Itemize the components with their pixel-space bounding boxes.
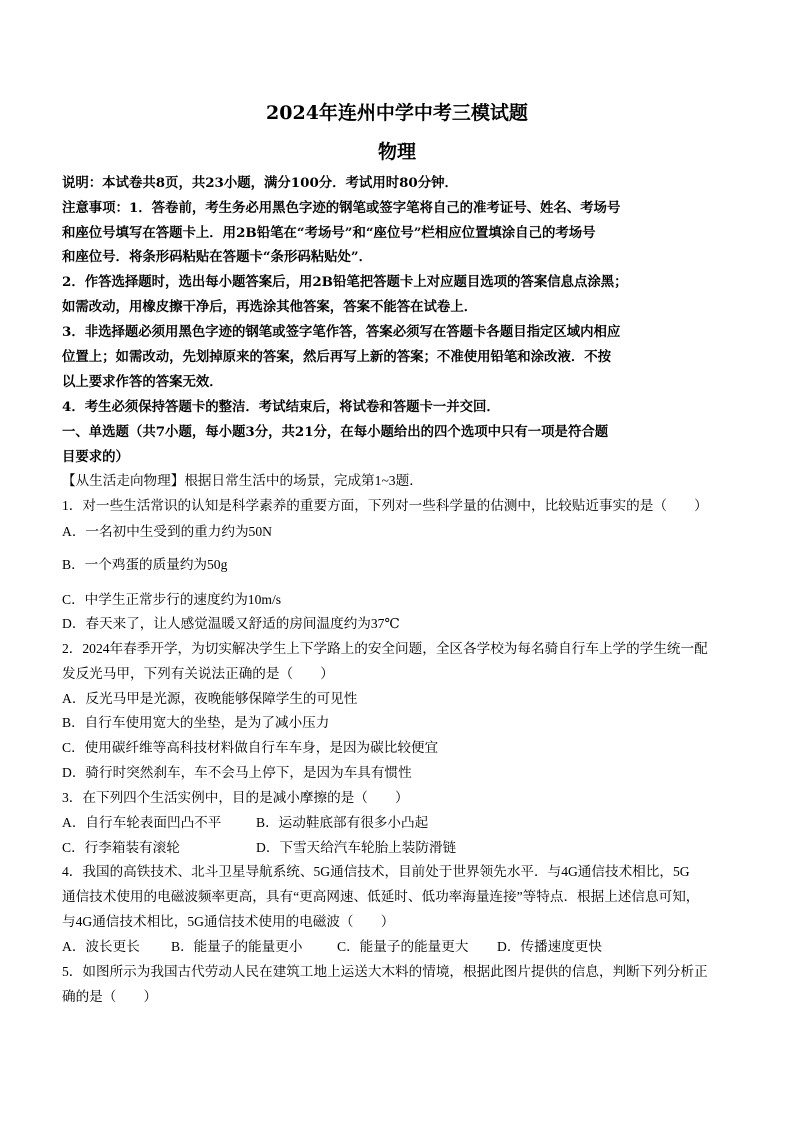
question-3-option-c: C．行李箱装有滚轮 <box>62 840 180 855</box>
question-1-stem: 1．对一些生活常识的认知是科学素养的重要方面，下列对一些科学量的估测中，比较贴近事实的是（ ） <box>62 498 708 513</box>
question-2-option-b: B．自行车使用宽大的坐垫，是为了减小压力 <box>62 715 330 730</box>
question-3-option-d: D．下雪天给汽车轮胎上装防滑链 <box>256 840 457 855</box>
instruction-line: 3．非选择题必须用黑色字迹的钢笔或签字笔作答，答案必须写在答题卡各题目指定区域内相应 <box>62 324 621 340</box>
question-3-stem: 3．在下列四个生活实例中，目的是减小摩擦的是（ ） <box>62 790 409 805</box>
question-2-option-d: D．骑行时突然刹车，车不会马上停下，是因为车具有惯性 <box>62 765 412 780</box>
instruction-line: 以上要求作答的答案无效． <box>62 374 223 390</box>
question-2-option-a: A．反光马甲是光源，夜晚能够保障学生的可见性 <box>62 691 358 706</box>
question-1-option-b: B．一个鸡蛋的质量约为50g <box>62 557 228 572</box>
instruction-line: 2．作答选择题时，选出每小题答案后，用2B铅笔把答题卡上对应题目选项的答案信息点涂黑； <box>62 274 628 290</box>
section-heading: 一、单选题（共7小题，每小题3分，共21分，在每小题给出的四个选项中只有一项是符合题 <box>62 424 609 440</box>
question-4-stem: 与4G通信技术相比，5G通信技术使用的电磁波（ ） <box>62 914 395 929</box>
instruction-line: 注意事项：1．答卷前，考生务必用黑色字迹的钢笔或签字笔将自己的准考证号、姓名、考场号 <box>62 200 621 216</box>
section-heading: 目要求的） <box>62 449 129 465</box>
question-4-stem: 通信技术使用的电磁波频率更高，具有“更高网速、低延时、低功率海量连接”等特点．根据上述信息可知， <box>62 889 700 904</box>
exam-subject: 物理 <box>377 141 416 163</box>
section-intro: 【从生活走向物理】根据日常生活中的场景，完成第1~3题． <box>62 473 423 488</box>
question-4-option-c: C．能量子的能量更大 <box>337 939 469 954</box>
instruction-line: 说明：本试卷共8页，共23小题，满分100分．考试用时80分钟． <box>62 175 458 191</box>
question-3-option-b: B．运动鞋底部有很多小凸起 <box>256 815 429 830</box>
question-5-stem: 5．如图所示为我国古代劳动人民在建筑工地上运送大木料的情境，根据此图片提供的信息，判断下列分析正 <box>62 964 708 979</box>
question-4-option-b: B．能量子的能量更小 <box>171 939 303 954</box>
question-1-option-c: C．中学生正常步行的速度约为10m/s <box>62 592 282 607</box>
question-2-option-c: C．使用碳纤维等高科技材料做自行车车身，是因为碳比较便宜 <box>62 740 439 755</box>
question-2-stem: 发反光马甲，下列有关说法正确的是（ ） <box>62 666 334 681</box>
question-1-option-d: D．春天来了，让人感觉温暖又舒适的房间温度约为37℃ <box>62 616 400 631</box>
instruction-line: 和座位号．将条形码粘贴在答题卡“条形码粘贴处”． <box>62 249 372 265</box>
question-2-stem: 2．2024年春季开学，为切实解决学生上下学路上的安全问题，全区各学校为每名骑自行车上学的学生统一配 <box>62 641 708 656</box>
question-4-option-d: D．传播速度更快 <box>497 939 602 954</box>
question-1-option-a: A．一名初中生受到的重力约为50N <box>62 524 272 539</box>
instruction-line: 4．考生必须保持答题卡的整洁．考试结束后，将试卷和答题卡一并交回． <box>62 399 500 415</box>
question-4-stem: 4．我国的高铁技术、北斗卫星导航系统、5G通信技术，目前处于世界领先水平．与4G通信技术相比，5G <box>62 864 690 879</box>
instruction-line: 如需改动，用橡皮擦干净后，再选涂其他答案，答案不能答在试卷上． <box>62 299 478 315</box>
question-4-option-a: A．波长更长 <box>62 939 140 954</box>
exam-title: 2024年连州中学中考三模试题 <box>266 102 528 124</box>
question-5-stem: 确的是（ ） <box>62 989 158 1004</box>
instruction-line: 和座位号填写在答题卡上．用2B铅笔在“考场号”和“座位号”栏相应位置填涂自己的考场号 <box>62 225 596 241</box>
instruction-line: 位置上；如需改动，先划掉原来的答案，然后再写上新的答案；不准使用铅笔和涂改液．不按 <box>62 349 612 365</box>
question-3-option-a: A．自行车轮表面凹凸不平 <box>62 815 222 830</box>
